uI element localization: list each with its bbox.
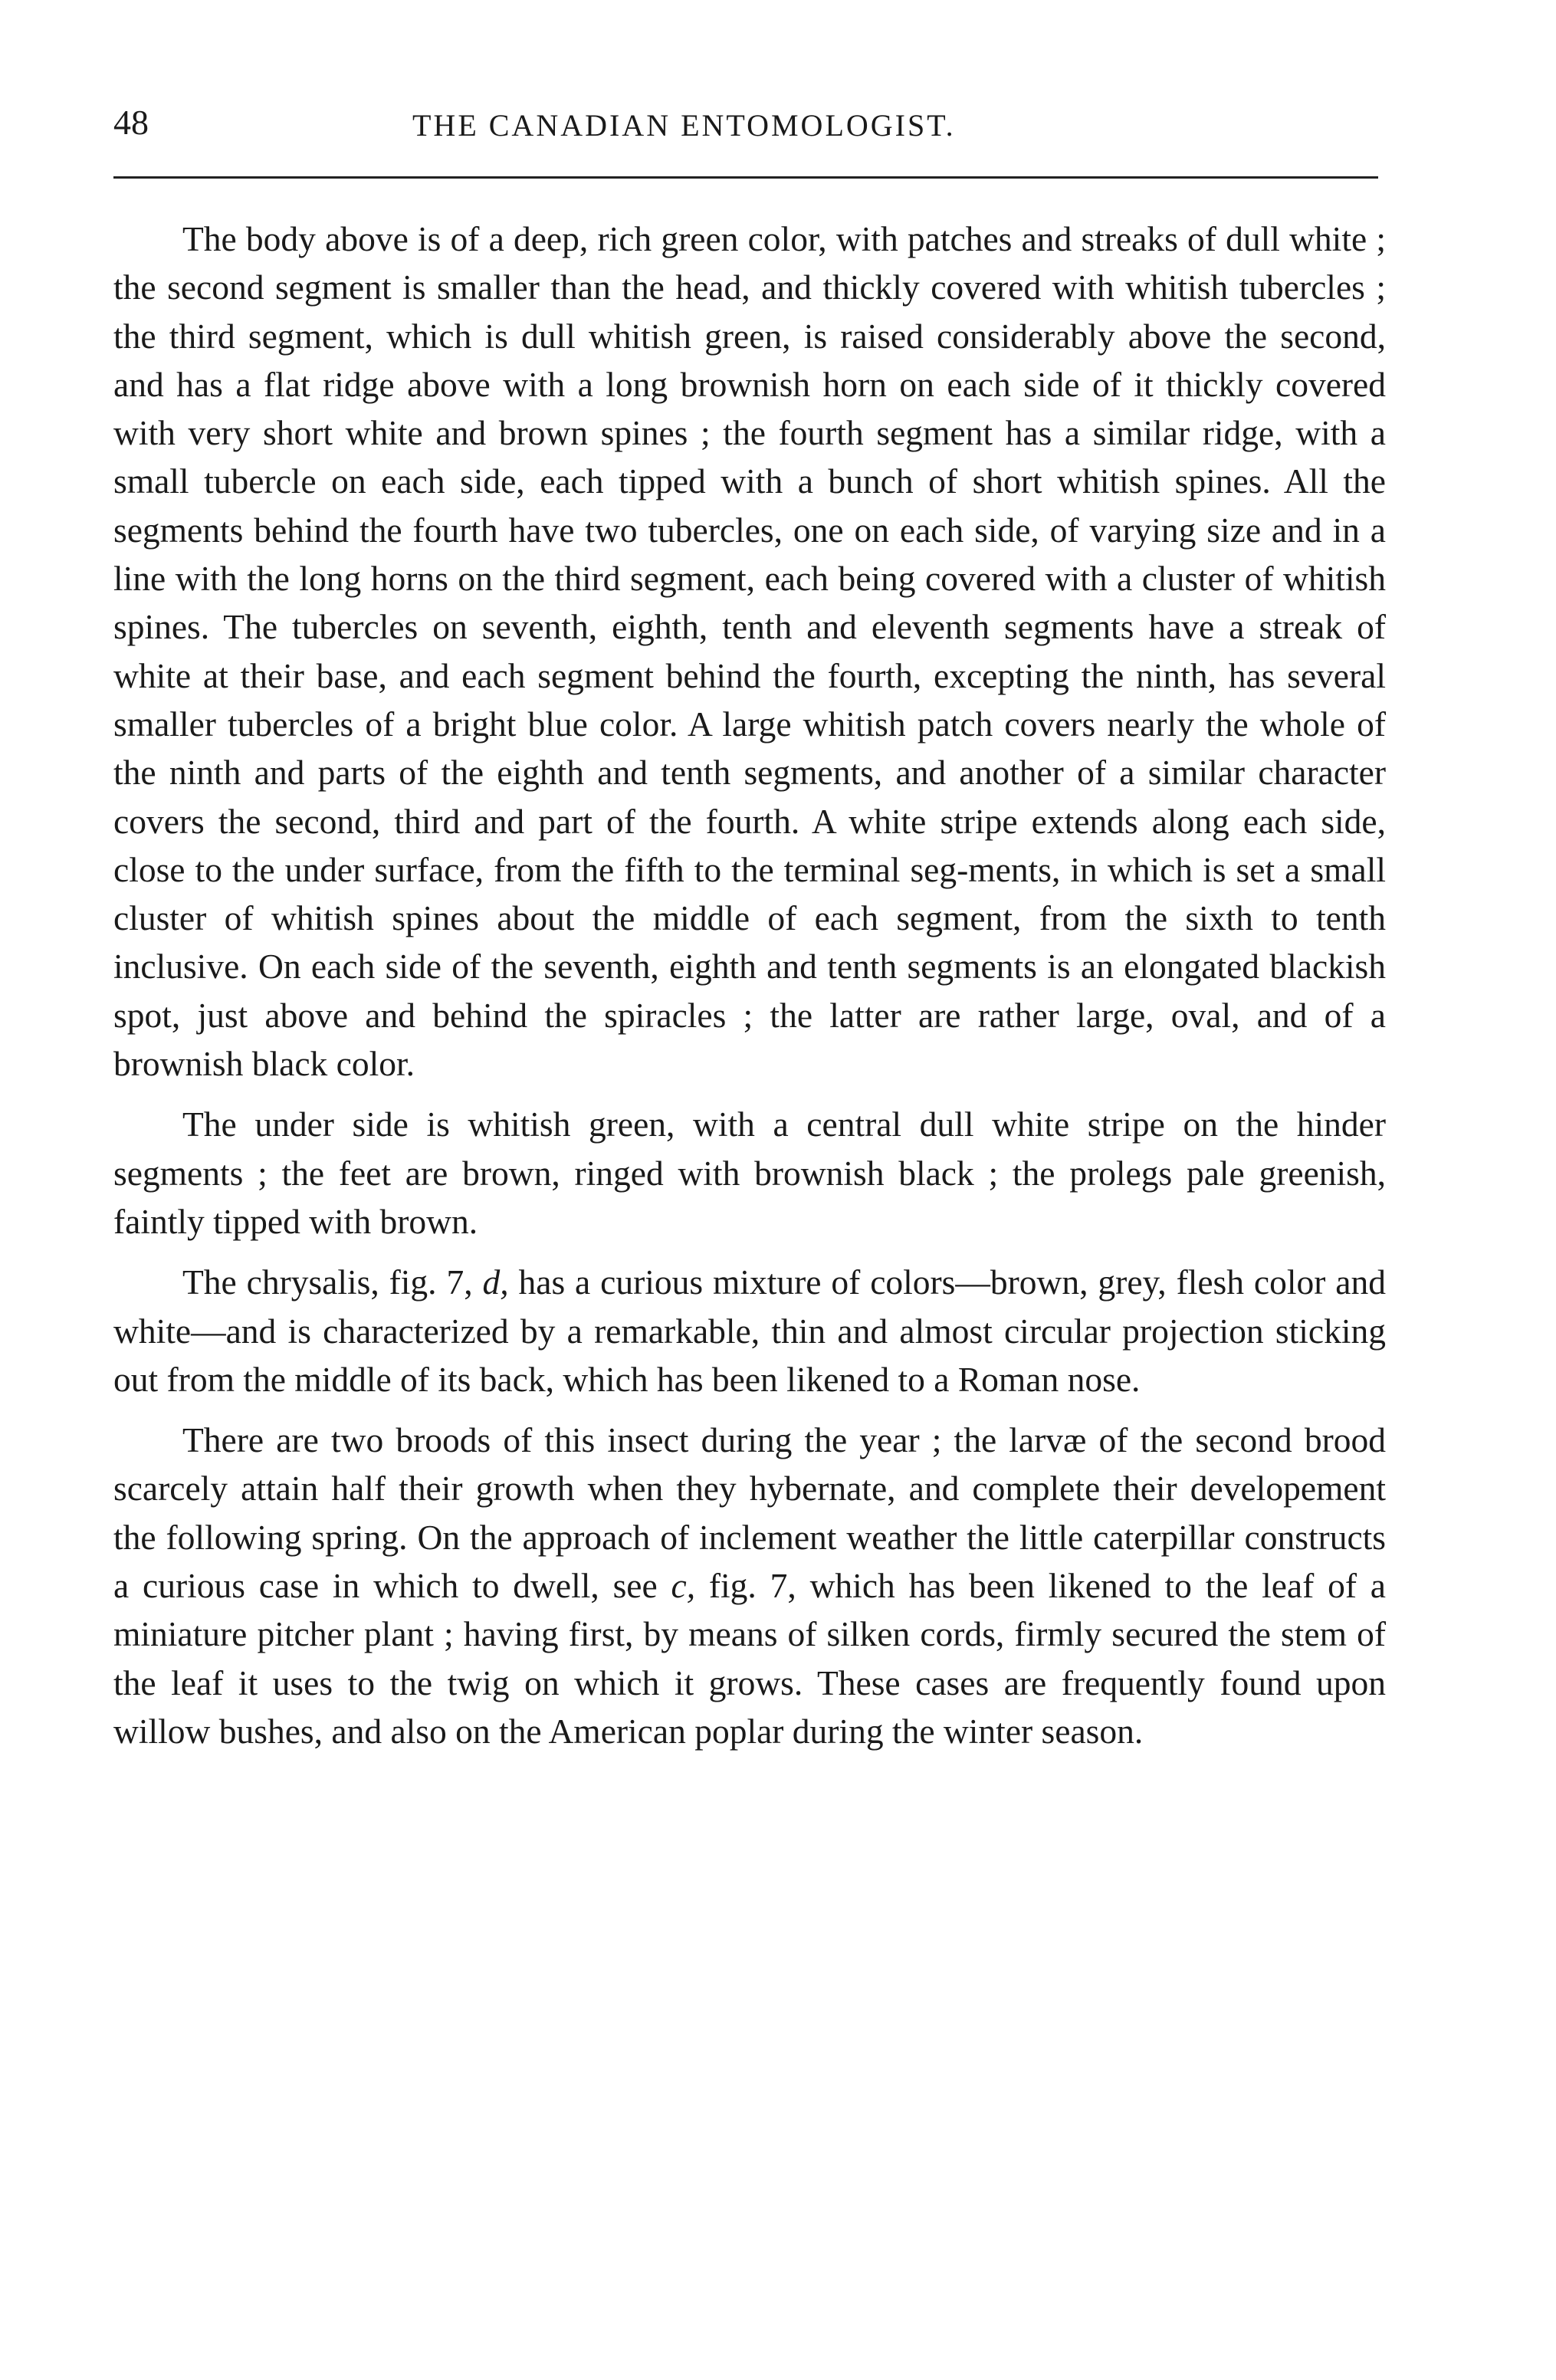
- chrysalis-text-before: The chrysalis, fig. 7,: [182, 1262, 483, 1302]
- paragraph-chrysalis: [113, 1258, 1386, 1403]
- figure-letter-d: d,: [482, 1262, 509, 1302]
- chrysalis-text-after: has a curious mixture of colors—brown, grey, flesh color and white—and is characterized by a remarkable, thin and almost circular projection sticking out from the middle of its back, which has been likened to a Roman nose.: [113, 1262, 1386, 1399]
- broods-text-before: There are two broods of this insect during the year ; the larvæ of the second brood scarcely attain half their growth when they hybernate, and complete their developement the following spring. On the approach of inclement weather the little caterpillar constructs a curious case in which to dwell, see: [113, 1420, 1386, 1606]
- figure-letter-c: c,: [671, 1566, 696, 1606]
- running-title: THE CANADIAN ENTOMOLOGIST.: [412, 108, 956, 143]
- body-text: [113, 215, 1386, 1768]
- book-page: [113, 100, 1394, 1751]
- header-rule: [113, 176, 1378, 179]
- paragraph-broods: [113, 1416, 1386, 1755]
- page-header: [113, 100, 1394, 161]
- page-number: 48: [113, 103, 149, 142]
- paragraph-under-side: The under side is whitish green, with a central dull white stripe on the hinder segments ; the feet are brown, ringed with brownish black ; the prolegs pale greenish, faintly tipped with brown.: [113, 1105, 1386, 1241]
- broods-text-after: fig. 7, which has been likened to the leaf of a miniature pitcher plant ; having first, by means of silken cords, firmly secured the stem of the leaf it uses to the twig on which it grows. These cases are frequently found upon willow bushes, and also on the American poplar during the winter season.: [113, 1566, 1387, 1751]
- paragraph-larva-description: The body above is of a deep, rich green color, with patches and streaks of dull white ; the second segment is smaller than the head, and thickly covered with whitish tubercles ; the third segment, which is dull whitish green, is raised considerably above the second, and has a flat ridge above with a long brownish horn on each side of it thickly covered with very short white and brown spines ; the fourth segment has a similar ridge, with a small tubercle on each side, each tipped with a bunch of short whitish spines. All the segments behind the fourth have two tubercles, one on each side, of varying size and in a line with the long horns on the third segment, each being covered with a cluster of whitish spines. The tubercles on seventh, eighth, tenth and eleventh segments have a streak of white at their base, and each segment behind the fourth, excepting the ninth, has several smaller tubercles of a bright blue color. A large whitish patch covers nearly the whole of the ninth and parts of the eighth and tenth segments, and another of a similar character covers the second, third and part of the fourth. A white stripe extends along each side, close to the under surface, from the fifth to the terminal seg-ments, in which is set a small cluster of whitish spines about the middle of each segment, from the sixth to tenth inclusive. On each side of the seventh, eighth and tenth segments is an elongated blackish spot, just above and behind the spiracles ; the latter are rather large, oval, and of a brownish black color.: [113, 219, 1386, 1084]
